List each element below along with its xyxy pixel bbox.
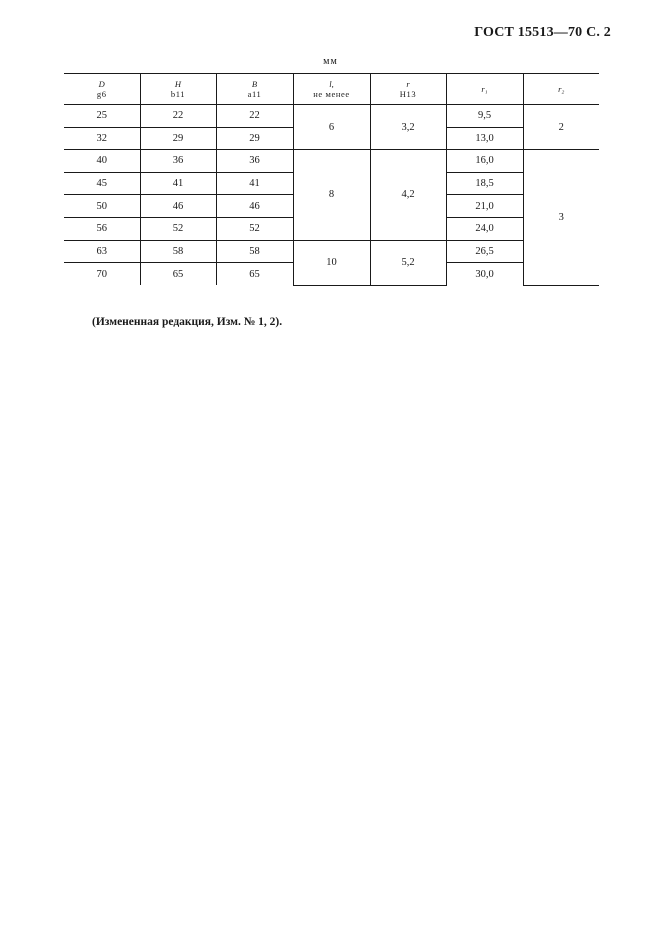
cell-B: 65 [216,263,293,286]
cell-r1: 21,0 [446,195,523,218]
cell-H: 52 [140,217,216,240]
cell-D: 70 [64,263,140,286]
cell-r: 4,2 [370,150,446,240]
cell-r2: 3 [523,150,599,286]
cell-r2: 2 [523,105,599,150]
header-l: l, не менее [293,74,370,105]
cell-B: 41 [216,172,293,195]
cell-D: 32 [64,127,140,150]
cell-r: 5,2 [370,240,446,285]
cell-r1: 24,0 [446,217,523,240]
header-D: D g6 [64,74,140,105]
cell-H: 36 [140,150,216,173]
cell-r1: 13,0 [446,127,523,150]
cell-B: 52 [216,217,293,240]
cell-D: 40 [64,150,140,173]
cell-D: 50 [64,195,140,218]
cell-l: 6 [293,105,370,150]
header-r1: r₁ [446,74,523,105]
cell-D: 63 [64,240,140,263]
cell-H: 41 [140,172,216,195]
cell-r: 3,2 [370,105,446,150]
cell-B: 22 [216,105,293,128]
cell-D: 45 [64,172,140,195]
cell-H: 65 [140,263,216,286]
cell-B: 36 [216,150,293,173]
cell-r1: 9,5 [446,105,523,128]
cell-H: 58 [140,240,216,263]
cell-r1: 16,0 [446,150,523,173]
cell-H: 22 [140,105,216,128]
cell-D: 25 [64,105,140,128]
cell-B: 58 [216,240,293,263]
cell-H: 29 [140,127,216,150]
cell-r1: 30,0 [446,263,523,286]
table-header-row [64,74,599,105]
dimensions-table [64,73,599,286]
table-row [64,105,599,128]
cell-r1: 18,5 [446,172,523,195]
cell-H: 46 [140,195,216,218]
header-r2: r₂ [523,74,599,105]
cell-D: 56 [64,217,140,240]
cell-B: 29 [216,127,293,150]
page-header: ГОСТ 15513—70 С. 2 [474,25,611,40]
cell-B: 46 [216,195,293,218]
header-B: B a11 [216,74,293,105]
header-r: r H13 [370,74,446,105]
cell-l: 8 [293,150,370,240]
cell-l: 10 [293,240,370,285]
header-H: H b11 [140,74,216,105]
revision-note: (Измененная редакция, Изм. № 1, 2). [92,316,283,328]
unit-label: мм [323,56,338,67]
cell-r1: 26,5 [446,240,523,263]
table-row [64,150,599,173]
table-row [64,240,599,263]
